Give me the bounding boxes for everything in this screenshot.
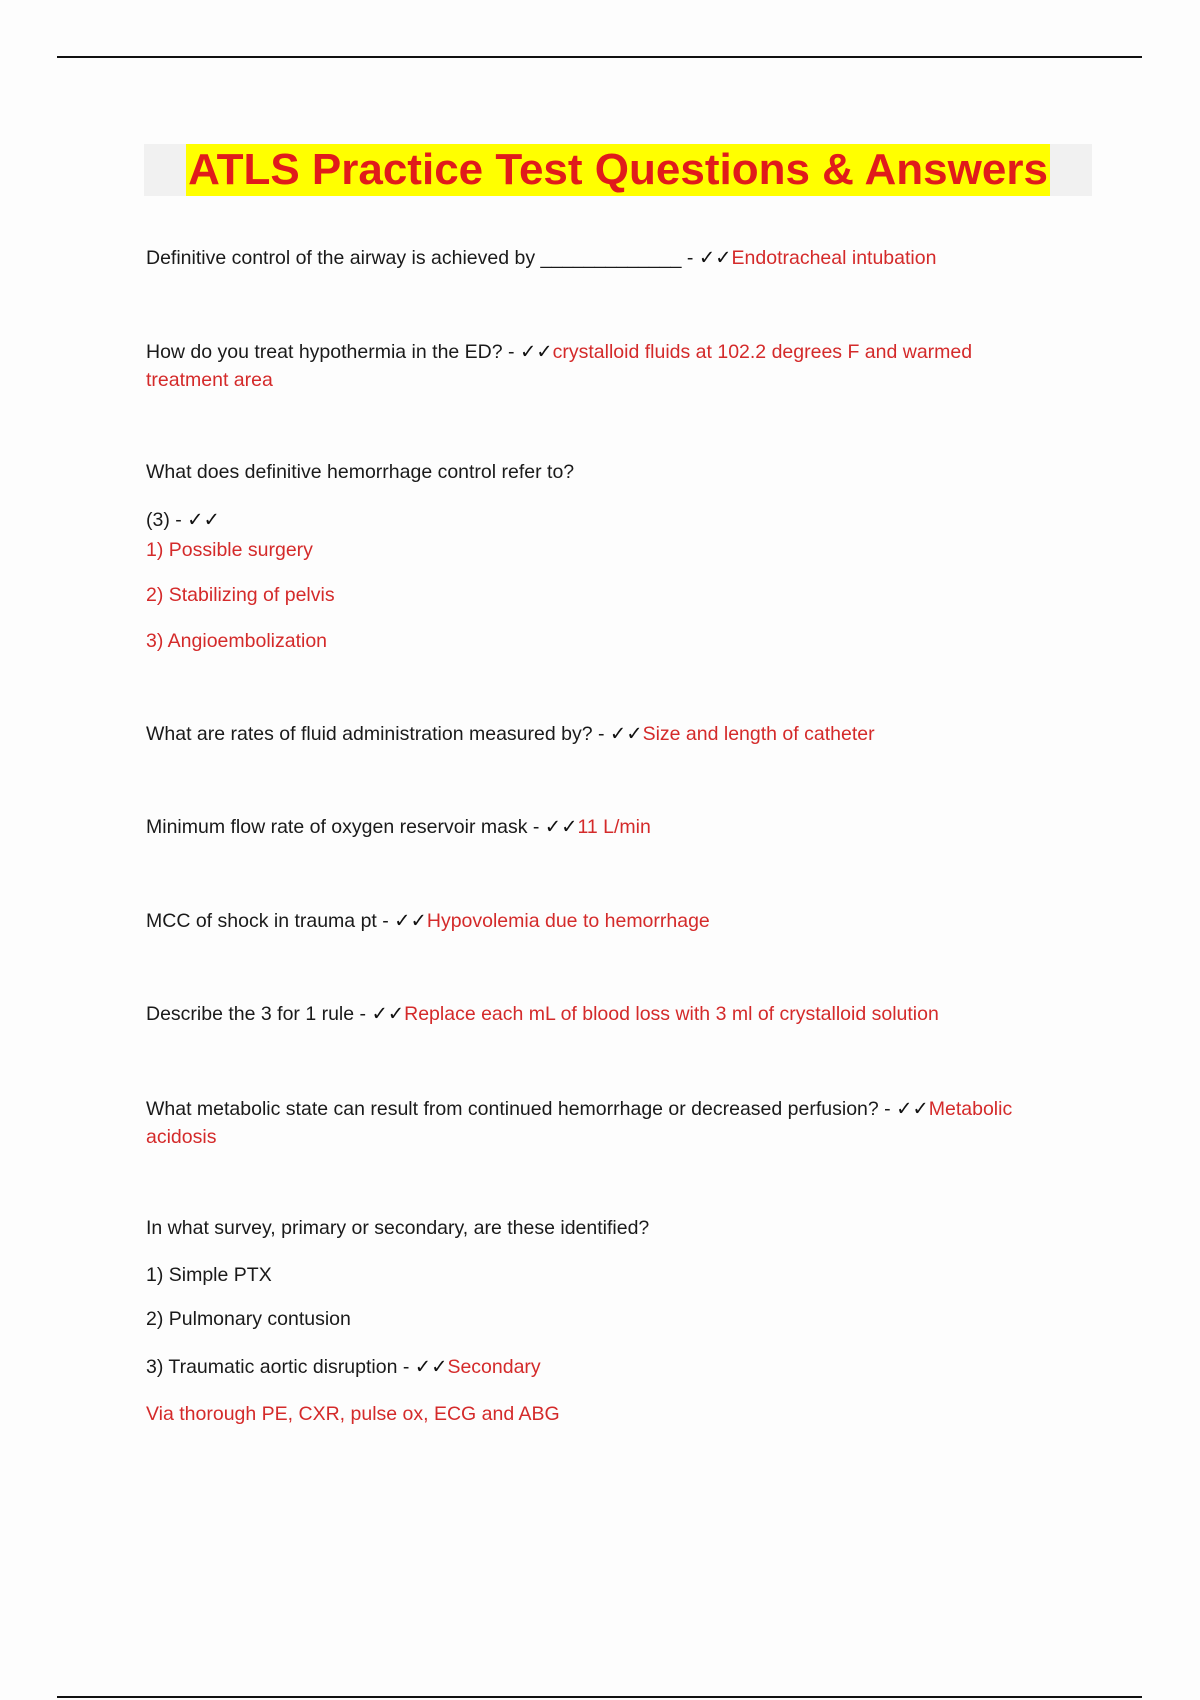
qa-item-3-question [146, 458, 1086, 486]
check-icon: ✓✓ [371, 1003, 405, 1025]
answer-text: Replace each mL of blood loss with 3 ml of crystalloid solution [404, 1003, 939, 1025]
check-icon: ✓✓ [187, 509, 220, 531]
title-band [144, 144, 1092, 196]
question-text: Definitive control of the airway is achieved by _____________ - [146, 247, 699, 269]
answer-text: Metabolic acidosis [146, 1098, 1013, 1148]
check-icon: ✓✓ [544, 816, 578, 838]
question-list-item: 1) Simple PTX [146, 1264, 272, 1286]
answer-text: Endotracheal intubation [731, 247, 937, 269]
question-text: What metabolic state can result from continued hemorrhage or decreased perfusion? - [146, 1098, 897, 1120]
answer-note: Via thorough PE, CXR, pulse ox, ECG and ABG [146, 1403, 560, 1425]
qa-item-9-question [146, 1214, 1086, 1242]
page-title: ATLS Practice Test Questions & Answers [188, 145, 1048, 194]
qa-item-2 [146, 338, 1026, 394]
check-icon: ✓✓ [698, 247, 732, 269]
check-icon: ✓✓ [519, 341, 553, 363]
question-list-item-with-answer [146, 1353, 1086, 1381]
answer-list-item: 3) Angioembolization [146, 630, 328, 652]
qa-item-1 [146, 244, 1086, 272]
question-text: What does definitive hemorrhage control refer to? [146, 461, 575, 483]
question-text: Describe the 3 for 1 rule - [146, 1003, 372, 1025]
question-text: Minimum flow rate of oxygen reservoir mask - [146, 816, 545, 838]
answer-text: Hypovolemia due to hemorrhage [426, 910, 710, 932]
top-rule [57, 56, 1142, 58]
qa-item-3-count [146, 506, 1086, 534]
answer-text: 11 L/min [577, 816, 651, 838]
check-icon: ✓✓ [394, 910, 427, 932]
answer-text: crystalloid fluids at 102.2 degrees F and warmed treatment area [146, 341, 973, 391]
question-list-item: 2) Pulmonary contusion [146, 1308, 351, 1330]
question-text: What are rates of fluid administration measured by? - [146, 723, 610, 745]
answer-list-item: 2) Stabilizing of pelvis [146, 584, 335, 606]
qa-item-4 [146, 720, 1086, 748]
qa-item-5 [146, 813, 1086, 841]
qa-item-6 [146, 907, 1086, 935]
qa-item-7 [146, 1000, 1086, 1028]
question-text: MCC of shock in trauma pt - [146, 910, 395, 932]
question-list-item: 3) Traumatic aortic disruption - [146, 1356, 415, 1378]
check-icon: ✓✓ [414, 1356, 448, 1378]
question-text: How do you treat hypothermia in the ED? - [146, 341, 520, 363]
check-icon: ✓✓ [896, 1098, 929, 1120]
answer-text: Size and length of catheter [642, 723, 875, 745]
qa-item-8 [146, 1095, 1086, 1151]
bottom-rule [57, 1696, 1142, 1698]
answer-list-item: 1) Possible surgery [146, 539, 313, 561]
question-text: In what survey, primary or secondary, are these identified? [146, 1217, 650, 1239]
answer-text: Secondary [447, 1356, 541, 1378]
check-icon: ✓✓ [609, 723, 643, 745]
question-count: (3) - [146, 509, 188, 531]
